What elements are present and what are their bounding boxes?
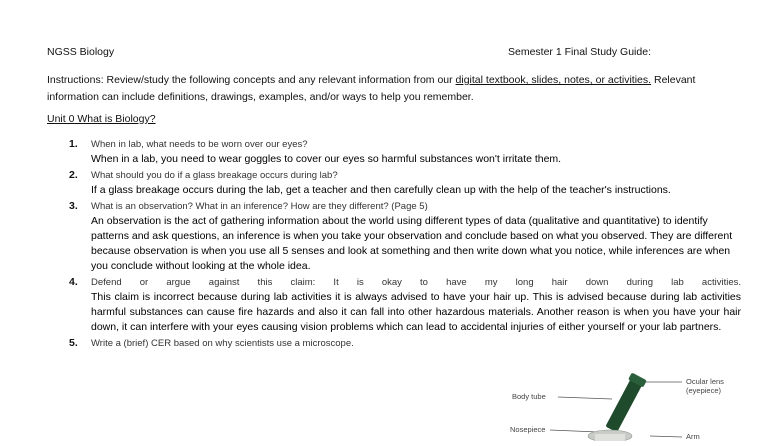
body-tube-leader-line — [558, 397, 612, 399]
body-tube — [604, 372, 647, 433]
question-number: 3. — [69, 200, 78, 212]
resources-link[interactable]: digital textbook, slides, notes, or activities. — [455, 74, 652, 86]
unit-heading: Unit 0 What is Biology? — [47, 113, 156, 125]
question-number: 4. — [69, 276, 78, 288]
answer-text: This claim is incorrect because during lab activities it is always advised to have your hair up. This is advised because during lab activities harmful substances can cause fire hazards and also it can fall into other hazardous materials. Another reason is when you have your hair down, it can interfere with your eyes causing vision problems which can lead to accidental injuries of either yourself or your lab partners. — [91, 291, 741, 333]
question-item-5 — [47, 337, 741, 351]
microscope-diagram — [500, 372, 784, 441]
instructions — [47, 72, 747, 105]
answer-text: An observation is the act of gathering information about the world using different types of data (qualitative and quantitative) to identify patterns and ask questions, an inference is when you take your observation and conclude based on what you observed. They are different because observation is when you use all 5 senses and look at something and then write down what you notice, while inferences are when you conclude without looking at the whole idea. — [91, 215, 733, 272]
study-guide-title: Semester 1 Final Study Guide: — [508, 46, 651, 58]
instructions-text-end: Relevant information can include definitions, drawings, examples, and/or ways to help you remember. — [47, 74, 696, 103]
question-text: When in lab, what needs to be worn over our eyes? — [91, 139, 308, 150]
question-item-2 — [47, 169, 741, 198]
question-list — [47, 138, 741, 353]
question-item-3 — [47, 200, 741, 274]
arm-label: Arm — [686, 432, 700, 441]
instructions-text: Instructions: Review/study the following concepts and any relevant information from our — [47, 74, 456, 86]
nosepiece-leader-line — [550, 430, 598, 432]
question-number: 1. — [69, 138, 78, 150]
answer-text: If a glass breakage occurs during the lab, get a teacher and then carefully clean up with the help of the teacher's instructions. — [91, 184, 671, 196]
ocular-lens-label: Ocular lens — [686, 377, 724, 386]
question-item-1 — [47, 138, 741, 167]
question-text: Defend or argue against this claim: It is okay to have my long hair down during lab activities. — [91, 277, 741, 288]
arm-leader-line — [650, 436, 682, 437]
answer-text: When in a lab, you need to wear goggles to cover our eyes so harmful substances won't irritate them. — [91, 153, 562, 165]
question-number: 2. — [69, 169, 78, 181]
question-number: 5. — [69, 337, 78, 349]
nosepiece-base — [595, 434, 625, 441]
question-text: What is an observation? What in an inference? How are they different? (Page 5) — [91, 201, 428, 212]
question-item-4 — [47, 276, 741, 335]
nosepiece-label: Nosepiece — [510, 425, 546, 434]
course-title: NGSS Biology — [47, 46, 115, 58]
body-tube-label: Body tube — [512, 392, 546, 401]
question-text: What should you do if a glass breakage occurs during lab? — [91, 170, 338, 181]
eyepiece-label: (eyepiece) — [686, 386, 722, 395]
question-text: Write a (brief) CER based on why scientists use a microscope. — [91, 338, 354, 349]
